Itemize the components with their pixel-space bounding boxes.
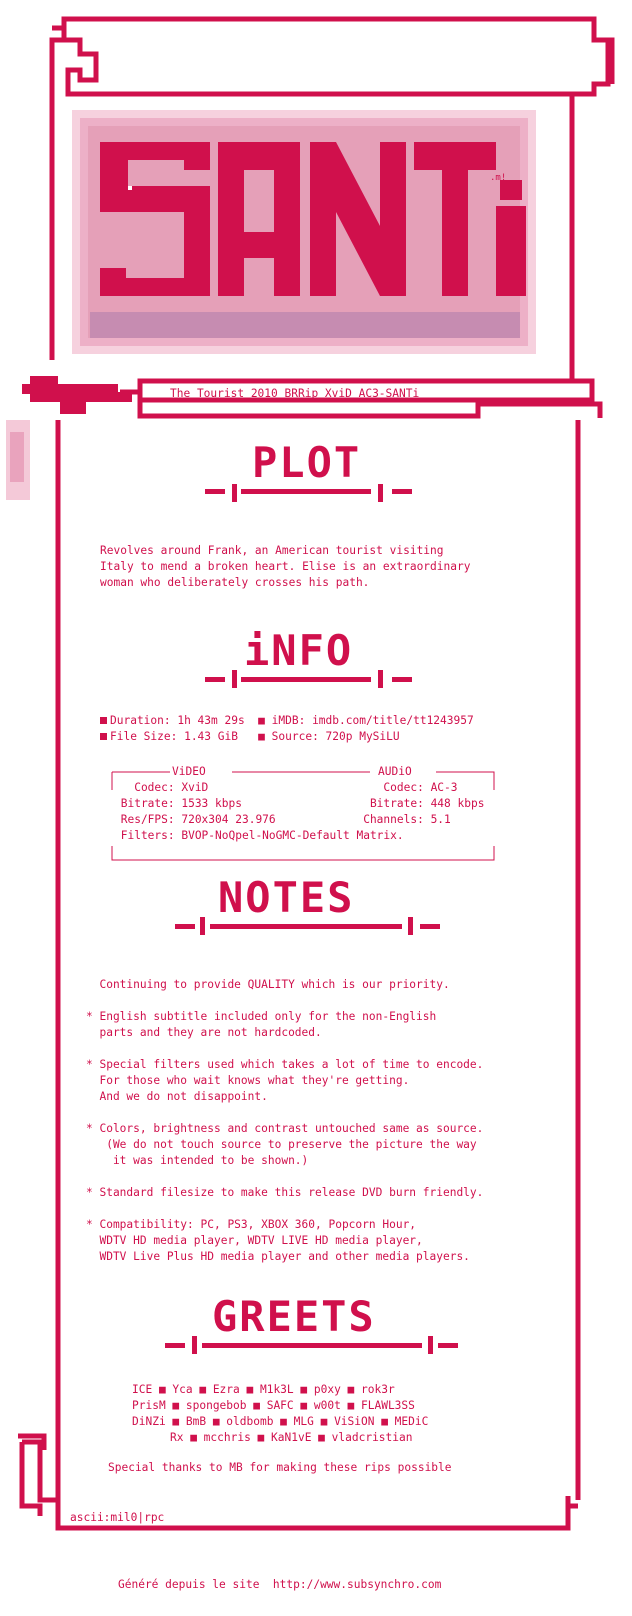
spec-row: Filters: BVOP-NoQpel-NoGMC-Default Matrix. xyxy=(114,829,404,842)
notes-line: * English subtitle included only for the non-English xyxy=(86,1010,437,1023)
notes-line: For those who wait knows what they're getting. xyxy=(86,1074,410,1087)
info-heading: iNFO xyxy=(244,626,354,675)
audio-label: AUDiO xyxy=(378,765,412,778)
release-title: The Tourist 2010 BRRip XviD AC3-SANTi xyxy=(170,387,420,400)
notes-line: (We do not touch source to preserve the picture the way xyxy=(86,1138,477,1151)
notes-line: parts and they are not hardcoded. xyxy=(86,1026,322,1039)
notes-line: * Compatibility: PC, PS3, XBOX 360, Popcorn Hour, xyxy=(86,1218,417,1231)
bullet-square-icon xyxy=(100,733,107,740)
notes-line: WDTV Live Plus HD media player and other media players. xyxy=(86,1250,470,1263)
notes-line: * Colors, brightness and contrast untouched same as source. xyxy=(86,1122,484,1135)
greets-line: ICE ■ Yca ■ Ezra ■ M1k3L ■ p0xy ■ rok3r xyxy=(132,1383,395,1396)
bullet-square-icon xyxy=(100,717,107,724)
greets-line: PrisM ■ spongebob ■ SAFC ■ w00t ■ FLAWL3SS xyxy=(132,1399,415,1412)
footer-source: Généré depuis le site http://www.subsynchro.com xyxy=(118,1578,442,1591)
notes-line: it was intended to be shown.) xyxy=(86,1154,309,1167)
plot-heading: PLOT xyxy=(252,438,362,487)
greets-line: Rx ■ mcchris ■ KaN1vE ■ vladcristian xyxy=(170,1431,413,1444)
video-label: ViDEO xyxy=(172,765,206,778)
greets-line: DiNZi ■ BmB ■ oldbomb ■ MLG ■ ViSiON ■ MEDiC xyxy=(132,1415,429,1428)
thanks-line: Special thanks to MB for making these rips possible xyxy=(108,1461,452,1474)
ascii-credit: ascii:mil0|rpc xyxy=(70,1511,165,1524)
notes-heading: NOTES xyxy=(218,873,355,922)
notes-line: * Standard filesize to make this release DVD burn friendly. xyxy=(86,1186,484,1199)
spec-row: Codec: XviD Codec: AC-3 xyxy=(114,781,458,794)
notes-line: * Special filters used which takes a lot of time to encode. xyxy=(86,1058,484,1071)
plot-line: Revolves around Frank, an American tourist visiting xyxy=(100,544,444,557)
spec-row: Res/FPS: 720x304 23.976 Channels: 5.1 xyxy=(114,813,451,826)
notes-line: Continuing to provide QUALITY which is our priority. xyxy=(86,978,450,991)
notes-line: WDTV HD media player, WDTV LIVE HD media player, xyxy=(86,1234,423,1247)
plot-line: woman who deliberately crosses his path. xyxy=(100,576,370,589)
info-line-2 xyxy=(100,729,400,745)
spec-row: Bitrate: 1533 kbps Bitrate: 448 kbps xyxy=(114,797,485,810)
plot-line: Italy to mend a broken heart. Elise is an extraordinary xyxy=(100,560,471,573)
info-line-1 xyxy=(100,713,474,729)
notes-line: And we do not disappoint. xyxy=(86,1090,268,1103)
info-line-2-text: File Size: 1.43 GiB ■ Source: 720p MySiLU xyxy=(110,730,400,743)
info-line-1-text: Duration: 1h 43m 29s ■ iMDB: imdb.com/title/tt1243957 xyxy=(110,714,474,727)
logo-tag: .m! xyxy=(490,173,507,183)
greets-heading: GREETS xyxy=(212,1292,376,1341)
